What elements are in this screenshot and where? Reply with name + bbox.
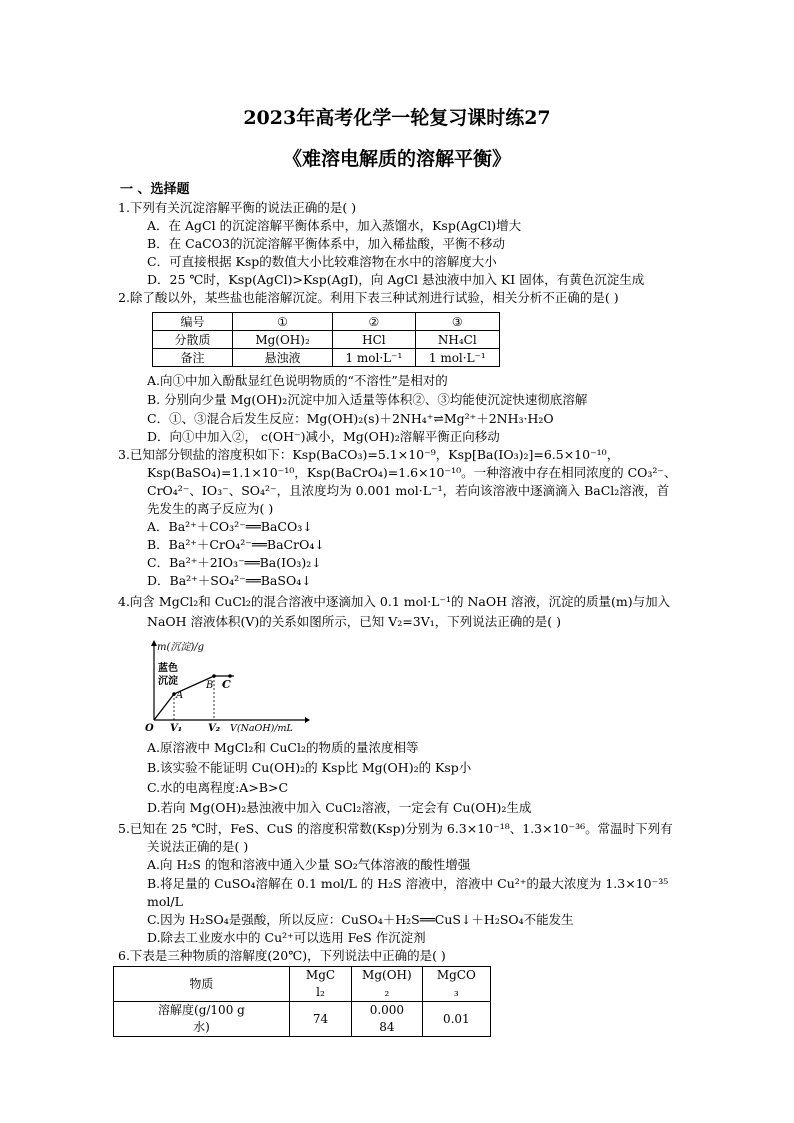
table-cell: 74 bbox=[289, 1002, 351, 1037]
q2-option-b: B. 分别向少量 Mg(OH)₂沉淀中加入适量等体积②、③均能使沉淀快速彻底溶解 bbox=[147, 392, 588, 407]
q1-option-b: B．在 CaCO3的沉淀溶解平衡体系中，加入稀盐酸，平衡不移动 bbox=[147, 236, 505, 251]
q5-option-d: D.除去工业废水中的 Cu²⁺可以选用 FeS 作沉淀剂 bbox=[147, 930, 426, 945]
table-cell: ② bbox=[333, 313, 415, 331]
table-header-cell bbox=[352, 967, 423, 1002]
q4-stem-line2: NaOH 溶液体积(V)的关系如图所示，已知 V₂=3V₁，下列说法正确的是( ) bbox=[147, 614, 561, 629]
q2-table bbox=[152, 312, 500, 367]
table-row bbox=[114, 967, 491, 1002]
q3-stem-line2: Ksp(BaSO₄)=1.1×10⁻¹⁰，Ksp(BaCrO₄)=1.6×10⁻¹⁰。一种溶液中存在相同浓度的 CO₃²⁻、 bbox=[147, 465, 677, 480]
table-header-cell bbox=[289, 967, 351, 1002]
q5-option-c: C.因为 H₂SO₄是强酸，所以反应：CuSO₄＋H₂S══CuS↓＋H₂SO₄不能发生 bbox=[147, 912, 574, 927]
table-row bbox=[153, 349, 500, 367]
q6-stem: 6.下表是三种物质的溶解度(20℃)，下列说法中正确的是( ) bbox=[118, 948, 446, 963]
table-cell: 1 mol·L⁻¹ bbox=[415, 349, 499, 367]
origin-label: O bbox=[145, 723, 154, 733]
table-cell: ① bbox=[232, 313, 332, 331]
q1-option-d: D．25 ℃时，Ksp(AgCl)>Ksp(AgI)，向 AgCl 悬浊液中加入 KI 固体，有黄色沉淀生成 bbox=[147, 272, 645, 287]
cell-text: MgCO bbox=[436, 968, 476, 982]
point-a-label: A bbox=[176, 690, 184, 701]
table-cell bbox=[114, 1002, 290, 1037]
q5-stem-line1: 5.已知在 25 ℃时，FeS、CuS 的溶度积常数(Ksp)分别为 6.3×10⁻¹⁸、1.3×10⁻³⁶。常温时下列有 bbox=[118, 821, 673, 836]
cell-text: 0.000 bbox=[369, 1003, 405, 1017]
q4-option-d: D.若向 Mg(OH)₂悬浊液中加入 CuCl₂溶液，一定会有 Cu(OH)₂生成 bbox=[147, 800, 532, 815]
table-cell: 备注 bbox=[153, 349, 233, 367]
section-heading: 一 、选择题 bbox=[120, 182, 190, 197]
x-axis-arrow-icon bbox=[305, 717, 310, 723]
y-axis-label: m(沉淀)/g bbox=[157, 642, 205, 653]
cell-text: ₂ bbox=[384, 985, 390, 999]
cell-text: 水) bbox=[193, 1020, 210, 1034]
cell-text: ₃ bbox=[453, 985, 459, 999]
table-cell: 0.01 bbox=[422, 1002, 490, 1037]
q3-option-d: D．Ba²⁺＋SO₄²⁻══BaSO₄↓ bbox=[147, 573, 312, 588]
table-cell: NH₄Cl bbox=[415, 331, 499, 349]
q3-stem-line4: 先发生的离子反应为( ) bbox=[147, 501, 274, 516]
v2-label: V₂ bbox=[208, 723, 221, 733]
v1-label: V₁ bbox=[170, 723, 183, 733]
point-b-label: B bbox=[206, 680, 214, 691]
q2-option-a: A.向①中加入酚酞显红色说明物质的“不溶性”是相对的 bbox=[147, 373, 448, 388]
q5-option-b-line2: mol/L bbox=[147, 894, 183, 909]
exam-title: 2023年高考化学一轮复习课时练27 bbox=[243, 107, 551, 129]
cell-text: 溶解度(g/100 g bbox=[158, 1003, 245, 1017]
cell-text: 物质 bbox=[189, 976, 214, 991]
x-axis-label: V(NaOH)/mL bbox=[230, 723, 293, 733]
q3-option-a: A．Ba²⁺＋CO₃²⁻══BaCO₃↓ bbox=[147, 519, 313, 534]
table-cell: HCl bbox=[333, 331, 415, 349]
q3-stem-line3: CrO₄²⁻、IO₃⁻、SO₄²⁻，且浓度均为 0.001 mol·L⁻¹，若向该溶液中逐滴滴入 BaCl₂溶液，首 bbox=[147, 483, 670, 498]
table-row bbox=[153, 313, 500, 331]
table-cell: 分散质 bbox=[153, 331, 233, 349]
q3-option-b: B．Ba²⁺＋CrO₄²⁻══BaCrO₄↓ bbox=[147, 537, 325, 552]
q2-option-d: D．向①中加入②， c(OH⁻)减小，Mg(OH)₂溶解平衡正向移动 bbox=[147, 429, 500, 444]
q3-option-c: C．Ba²⁺＋2IO₃⁻══Ba(IO₃)₂↓ bbox=[147, 555, 322, 570]
q1-option-c: C．可直接根据 Ksp的数值大小比较难溶物在水中的溶解度大小 bbox=[147, 254, 497, 269]
table-cell: 编号 bbox=[153, 313, 233, 331]
q4-option-c: C.水的电离程度:A>B>C bbox=[147, 780, 289, 795]
q1-stem: 1.下列有关沉淀溶解平衡的说法正确的是( ) bbox=[118, 200, 357, 215]
table-row bbox=[114, 1002, 491, 1037]
cell-text: MgC bbox=[305, 968, 336, 982]
cell-text: Mg(OH) bbox=[362, 968, 412, 982]
q3-stem-line1: 3.已知部分钡盐的溶度积如下：Ksp(BaCO₃)=5.1×10⁻⁹，Ksp[Ba(IO₃)₂]=6.5×10⁻¹⁰， bbox=[118, 447, 620, 462]
q4-option-a: A.原溶液中 MgCl₂和 CuCl₂的物质的量浓度相等 bbox=[147, 740, 419, 755]
exam-subtitle: 《难溶电解质的溶解平衡》 bbox=[282, 148, 511, 170]
point-c-label: C bbox=[222, 678, 231, 691]
q5-stem-line2: 关说法正确的是( ) bbox=[147, 839, 249, 854]
table-cell: 1 mol·L⁻¹ bbox=[333, 349, 415, 367]
table-cell: Mg(OH)₂ bbox=[232, 331, 332, 349]
q5-option-b-line1: B.将足量的 CuSO₄溶解在 0.1 mol/L 的 H₂S 溶液中，溶液中 Cu²⁺的最大浓度为 1.3×10⁻³⁵ bbox=[147, 876, 669, 891]
q2-option-c: C．①、③混合后发生反应：Mg(OH)₂(s)＋2NH₄⁺⇌Mg²⁺＋2NH₃·H₂O bbox=[147, 411, 554, 426]
q4-option-b: B.该实验不能证明 Cu(OH)₂的 Ksp比 Mg(OH)₂的 Ksp小 bbox=[147, 760, 472, 775]
q2-stem: 2.除了酸以外，某些盐也能溶解沉淀。利用下表三种试剂进行试验，相关分析不正确的是( ) bbox=[118, 290, 619, 305]
table-header-cell bbox=[114, 967, 290, 1002]
q4-graph bbox=[140, 638, 310, 733]
q5-option-a: A.向 H₂S 的饱和溶液中通入少量 SO₂气体溶液的酸性增强 bbox=[147, 857, 471, 872]
table-cell: ③ bbox=[415, 313, 499, 331]
q4-stem-line1: 4.向含 MgCl₂和 CuCl₂的混合溶液中逐滴加入 0.1 mol·L⁻¹的 NaOH 溶液，沉淀的质量(m)与加入 bbox=[118, 594, 671, 609]
graph-note-line1: 蓝色 bbox=[158, 663, 178, 674]
graph-note-line2: 沉淀 bbox=[158, 676, 178, 687]
q6-table bbox=[113, 966, 491, 1037]
table-header-cell bbox=[422, 967, 490, 1002]
table-cell: 悬浊液 bbox=[232, 349, 332, 367]
cell-text: 84 bbox=[379, 1020, 395, 1034]
table-cell bbox=[352, 1002, 423, 1037]
table-row bbox=[153, 331, 500, 349]
cell-text: l₂ bbox=[316, 985, 325, 999]
q1-option-a: A．在 AgCl 的沉淀溶解平衡体系中，加入蒸馏水，Ksp(AgCl)增大 bbox=[147, 218, 522, 233]
point-b-marker bbox=[212, 674, 216, 678]
